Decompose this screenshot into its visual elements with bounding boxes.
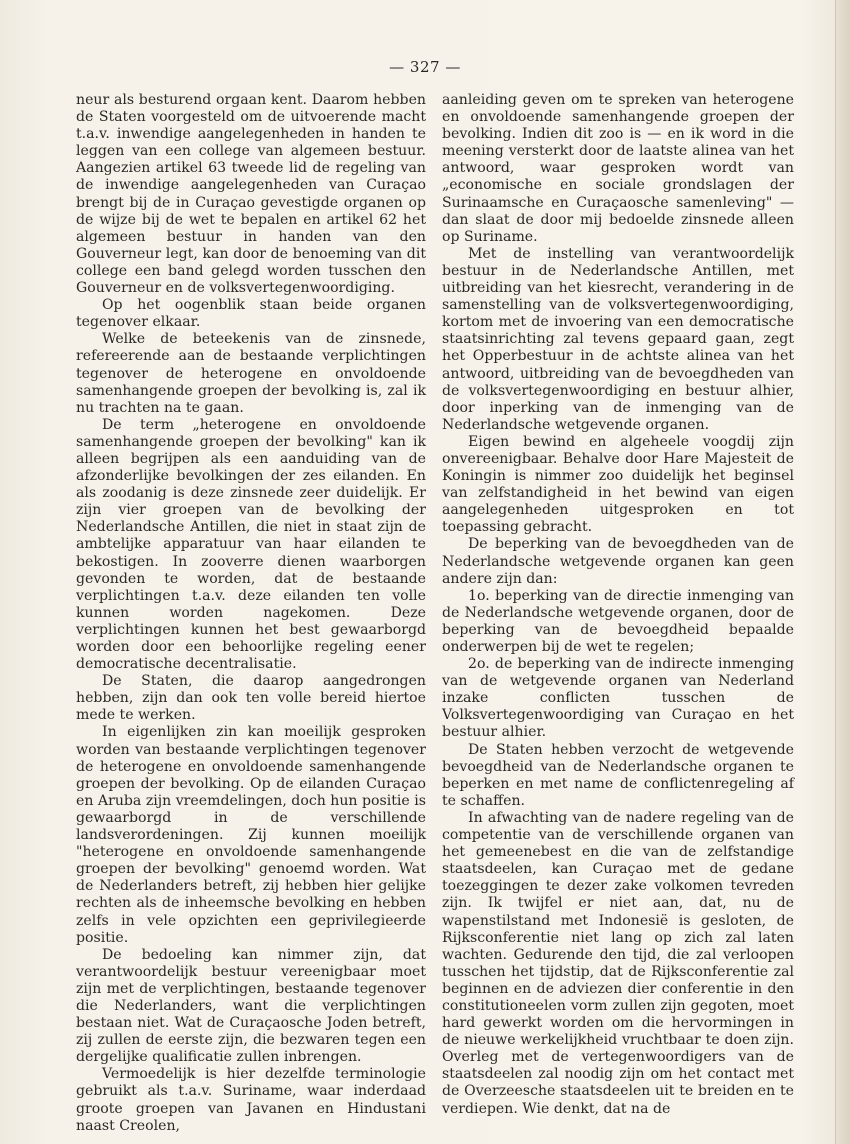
page-edge <box>835 0 850 1144</box>
page-number: — 327 — <box>389 58 461 76</box>
paragraph: Eigen bewind en algeheele voogdij zijn onvereenigbaar. Behalve door Hare Majesteit de Koningin is nimmer zoo duidelijk het beginsel van zelfstandigheid in het bewind van eigen aangelegenheden uitgesproken en tot toepassing gebracht. <box>442 433 794 536</box>
paragraph: neur als besturend orgaan kent. Daarom hebben de Staten voorgesteld om de uitvoerende macht t.a.v. inwendige aangelegenheden in handen te leggen van een college van algemeen bestuur. Aangezien artikel 63 tweede lid de regeling van de inwendige aangelegenheden van Curaçao brengt bij de in Curaçao gevestigde organen op de wijze bij de wet te bepalen en artikel 62 het algemeen bestuur in handen van den Gouverneur legt, kan door de benoeming van dit college een band gelegd worden tusschen den Gouverneur en de volksvertegenwoordiging. <box>76 92 426 297</box>
paragraph: In afwachting van de nadere regeling van de competentie van de verschillende organen van het gemeenebest en die van de zelfstandige staatsdeelen, kan Curaçao met de gedane toezeggingen te dezer zake volkomen tevreden zijn. Ik twijfel er niet aan, dat, nu de wapenstilstand met Indonesië is gesloten, de Rijksconferentie niet lang op zich zal laten wachten. Gedurende den tijd, die zal verloopen tusschen het tijdstip, dat de Rijksconferentie zal beginnen en de adviezen dier conferentie in den constitutioneelen vorm zullen zijn gegoten, moet hard gewerkt worden om die hervormingen in de nieuwe werkelijkheid vruchtbaar te doen zijn. Overleg met de vertegenwoordigers van de staatsdeelen zal noodig zijn om het contact met de Overzeesche staatsdeelen uit te breiden en te verdiepen. Wie denkt, dat na de <box>442 809 794 1117</box>
right-column <box>442 92 794 1118</box>
paragraph: Met de instelling van verantwoordelijk bestuur in de Nederlandsche Antillen, met uitbreiding van het kiesrecht, verandering in de samenstelling van de volksvertegenwoordiging, kortom met de invoering van een democratische staatsinrichting zal tevens gepaard gaan, zegt het Opperbestuur in de achtste alinea van het antwoord, uitbreiding van de bevoegdheden van de volksvertegenwoordiging en bestuur alhier, door inperking van de inmenging van de Nederlandsche wetgevende organen. <box>442 245 794 433</box>
paragraph: De Staten, die daarop aangedrongen hebben, zijn dan ook ten volle bereid hiertoe mede te werken. <box>76 673 426 724</box>
paragraph: In eigenlijken zin kan moeilijk gesproken worden van bestaande verplichtingen tegenover de heterogene en onvoldoende samenhangende groepen der bevolking. Op de eilanden Curaçao en Aruba zijn vreemdelingen, doch hun positie is gewaarborgd in de verschillende landsverordeningen. Zij kunnen moeilijk "heterogene en onvoldoende samenhangende groepen der bevolking" genoemd worden. Wat de Nederlanders betreft, zij hebben hier gelijke rechten als de inheemsche bevolking en hebben zelfs in vele opzichten een geprivilegieerde positie. <box>76 724 426 946</box>
paragraph: De term „heterogene en onvoldoende samenhangende groepen der bevolking" kan ik alleen begrijpen als een aanduiding van de afzonderlijke bevolkingen der zes eilanden. En als zoodanig is deze zinsnede zeer duidelijk. Er zijn vier groepen van de bevolking der Nederlandsche Antillen, die niet in staat zijn de ambtelijke apparatuur van haar eilanden te bekostigen. In zooverre dienen waarborgen gevonden te worden, dat de bestaande verplichtingen t.a.v. deze eilanden ten volle kunnen worden nagekomen. Deze verplichtingen kunnen het best gewaarborgd worden door een behoorlijke regeling eener democratische decentralisatie. <box>76 416 426 673</box>
left-column <box>76 92 426 1135</box>
paragraph: aanleiding geven om te spreken van heterogene en onvoldoende samenhangende groepen der bevolking. Indien dit zoo is — en ik word in die meening versterkt door de laatste alinea van het antwoord, waar gesproken wordt van „economische en sociale grondslagen der Surinaamsche en Curaçaosche samenleving" — dan slaat de door mij bedoelde zinsnede alleen op Suriname. <box>442 92 794 245</box>
paragraph: De beperking van de bevoegdheden van de Nederlandsche wetgevende organen kan geen andere zijn dan: <box>442 536 794 587</box>
paragraph: Vermoedelijk is hier dezelfde terminologie gebruikt als t.a.v. Suriname, waar inderdaad groote groepen van Javanen en Hindustani naast Creolen, <box>76 1066 426 1134</box>
paragraph: De Staten hebben verzocht de wetgevende bevoegdheid van de Nederlandsche organen te beperken en met name de conflictenregeling af te schaffen. <box>442 741 794 809</box>
list-item: 1o. beperking van de directie inmenging van de Nederlandsche wetgevende organen, door de beperking van de bevoegdheid bepaalde onderwerpen bij de wet te regelen; <box>442 587 794 655</box>
list-item: 2o. de beperking van de indirecte inmenging van de wetgevende organen van Nederland inzake conflicten tusschen de Volksvertegenwoordiging van Curaçao en het bestuur alhier. <box>442 656 794 741</box>
paragraph: De bedoeling kan nimmer zijn, dat verantwoordelijk bestuur vereenigbaar moet zijn met de verplichtingen, bestaande tegenover die Nederlanders, want die verplichtingen bestaan niet. Wat de Curaçaosche Joden betreft, zij zullen de eerste zijn, die bezwaren tegen een dergelijke qualificatie zullen inbrengen. <box>76 946 426 1066</box>
paragraph: Welke de beteekenis van de zinsnede, refereerende aan de bestaande verplichtingen tegenover de heterogene en onvoldoende samenhangende groepen der bevolking is, zal ik nu trachten na te gaan. <box>76 331 426 416</box>
paragraph: Op het oogenblik staan beide organen tegenover elkaar. <box>76 297 426 331</box>
